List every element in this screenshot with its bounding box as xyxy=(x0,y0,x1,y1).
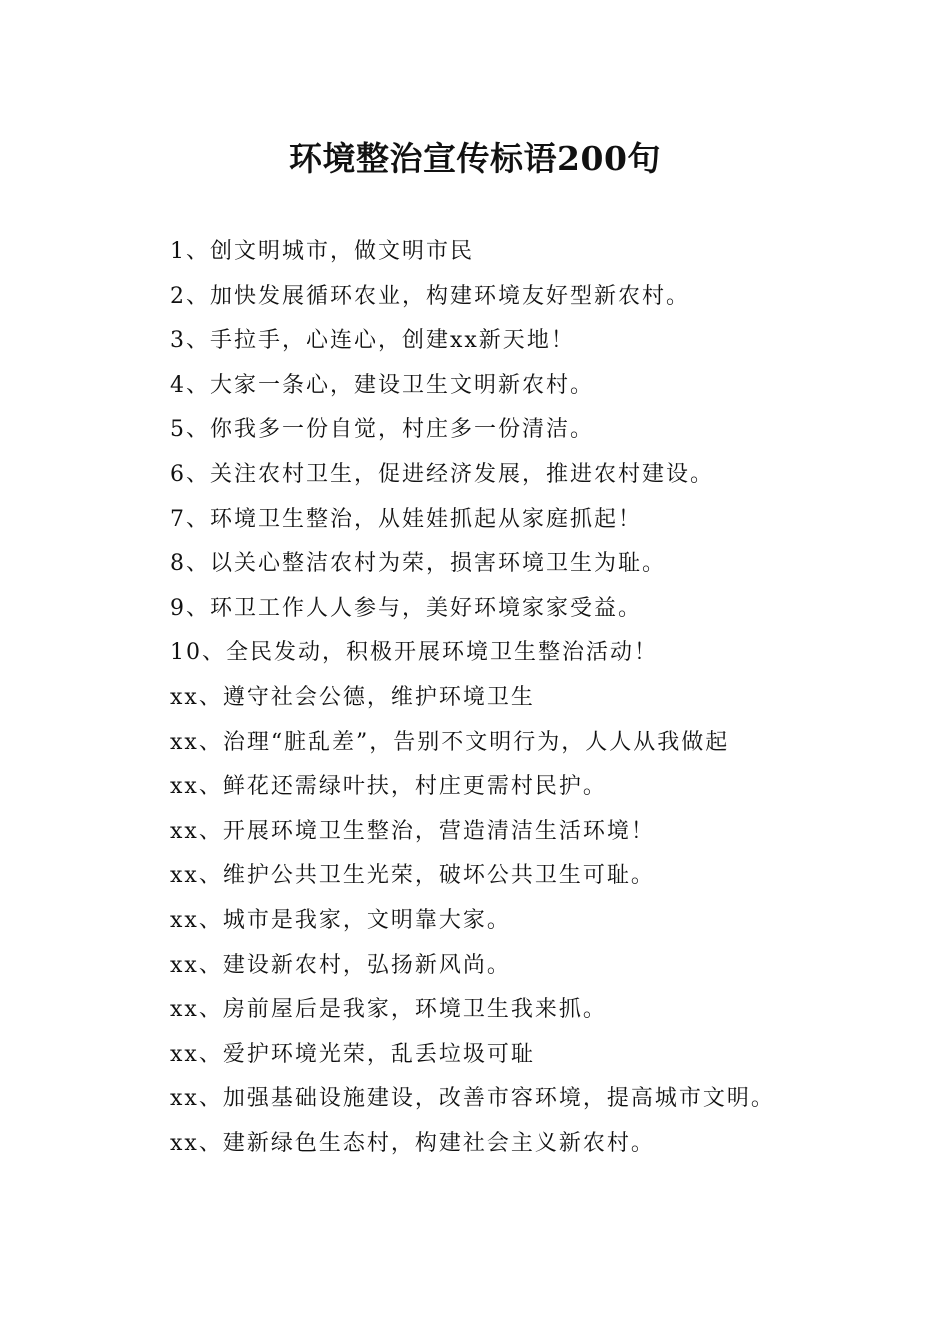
slogan-item: xx、房前屋后是我家，环境卫生我来抓。 xyxy=(170,997,607,1023)
slogan-item: xx、建新绿色生态村，构建社会主义新农村。 xyxy=(170,1130,655,1156)
slogan-item: xx、维护公共卫生光荣，破坏公共卫生可耻。 xyxy=(170,863,655,889)
slogan-item: 8、以关心整洁农村为荣，损害环境卫生为耻。 xyxy=(170,551,666,577)
slogan-item: 3、手拉手，心连心，创建xx新天地！ xyxy=(170,328,575,354)
slogan-item: xx、爱护环境光荣，乱丢垃圾可耻 xyxy=(170,1041,535,1067)
document-title: 环境整治宣传标语200句 xyxy=(289,139,661,178)
slogan-item: 5、你我多一份自觉，村庄多一份清洁。 xyxy=(170,417,594,443)
slogan-item: 2、加快发展循环农业，构建环境友好型新农村。 xyxy=(170,283,690,309)
slogan-item: 6、关注农村卫生，促进经济发展，推进农村建设。 xyxy=(170,461,714,487)
slogan-item: xx、治理“脏乱差”，告别不文明行为，人人从我做起 xyxy=(170,729,730,755)
slogan-item: xx、遵守社会公德，维护环境卫生 xyxy=(170,684,535,710)
slogan-item: xx、加强基础设施建设，改善市容环境，提高城市文明。 xyxy=(170,1086,775,1112)
slogan-item: 10、全民发动，积极开展环境卫生整治活动！ xyxy=(170,640,658,666)
slogan-list xyxy=(170,230,910,1166)
slogan-item: xx、建设新农村，弘扬新风尚。 xyxy=(170,952,511,978)
slogan-item: xx、鲜花还需绿叶扶，村庄更需村民护。 xyxy=(170,774,607,800)
slogan-item: 9、环卫工作人人参与，美好环境家家受益。 xyxy=(170,595,642,621)
slogan-item: 1、创文明城市，做文明市民 xyxy=(170,239,474,264)
slogan-item: xx、城市是我家，文明靠大家。 xyxy=(170,907,511,933)
slogan-item: 4、大家一条心，建设卫生文明新农村。 xyxy=(170,372,594,398)
slogan-item: xx、开展环境卫生整治，营造清洁生活环境！ xyxy=(170,818,655,844)
slogan-item: 7、环境卫生整治，从娃娃抓起从家庭抓起！ xyxy=(170,506,642,532)
